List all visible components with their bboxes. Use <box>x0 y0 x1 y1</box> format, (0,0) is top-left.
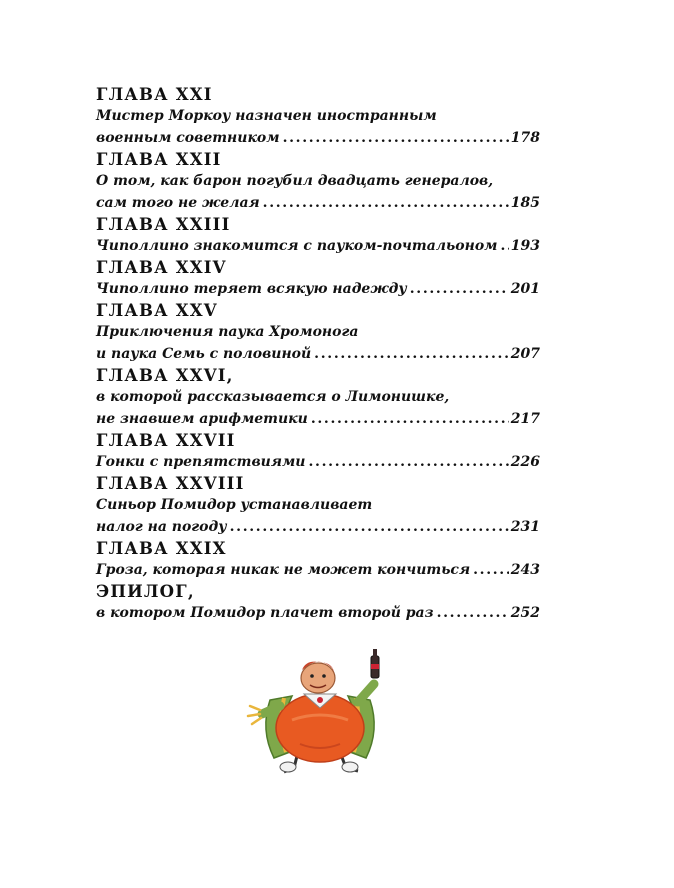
chapter-leader-line <box>96 451 540 473</box>
chapter-heading: ГЛАВА XXV <box>96 301 218 320</box>
dot-leader <box>500 235 508 257</box>
toc-entry[interactable] <box>96 149 540 214</box>
chapter-heading: ГЛАВА XXVII <box>96 431 236 450</box>
chapter-leader-line <box>96 602 540 624</box>
dot-leader <box>309 451 509 473</box>
page-number: 201 <box>510 281 540 297</box>
chapter-heading: ГЛАВА XXIII <box>96 215 231 234</box>
toc-entry[interactable] <box>96 430 540 473</box>
chapter-description: не знавшем арифметики <box>96 411 308 427</box>
toc-entry[interactable] <box>96 257 540 300</box>
chapter-description: в котором Помидор плачет второй раз <box>96 605 434 621</box>
page-number: 207 <box>510 346 540 362</box>
toc-entry[interactable] <box>96 300 540 365</box>
chapter-leader-line <box>96 516 540 538</box>
chapter-description: Гроза, которая никак не может кончиться <box>96 562 471 578</box>
toc-entry[interactable] <box>96 473 540 538</box>
chapter-description: военным советником <box>96 130 280 146</box>
dot-leader <box>437 602 509 624</box>
signor-tomato-illustration <box>240 640 400 780</box>
toc-entry[interactable] <box>96 365 540 430</box>
chapter-leader-line <box>96 343 540 365</box>
toc-entry[interactable] <box>96 538 540 581</box>
dot-leader <box>410 278 509 300</box>
chapter-heading: ГЛАВА XXI <box>96 85 213 104</box>
chapter-description: налог на погоду <box>96 519 227 535</box>
chapter-heading: ГЛАВА XXIX <box>96 539 227 558</box>
dot-leader <box>314 343 509 365</box>
chapter-leader-line <box>96 127 540 149</box>
page-number: 185 <box>510 195 540 211</box>
chapter-leader-line <box>96 559 540 581</box>
chapter-description: Мистер Моркоу назначен иностранным <box>96 108 437 124</box>
chapter-heading: ЭПИЛОГ, <box>96 582 195 601</box>
dot-leader <box>263 192 509 214</box>
toc-entry[interactable] <box>96 84 540 149</box>
page-number: 193 <box>510 238 540 254</box>
chapter-heading: ГЛАВА XXIV <box>96 258 227 277</box>
chapter-leader-line <box>96 192 540 214</box>
page-number: 217 <box>510 411 540 427</box>
table-of-contents <box>96 84 540 624</box>
chapter-description: Синьор Помидор устанавливает <box>96 497 373 513</box>
page-number: 243 <box>510 562 540 578</box>
toc-entry[interactable] <box>96 581 540 624</box>
chapter-leader-line <box>96 278 540 300</box>
page-number: 231 <box>510 519 540 535</box>
page-number: 252 <box>510 605 540 621</box>
chapter-heading: ГЛАВА XXII <box>96 150 222 169</box>
chapter-description: сам того не желая <box>96 195 260 211</box>
dot-leader <box>473 559 509 581</box>
toc-entry[interactable] <box>96 214 540 257</box>
chapter-description: Чиполлино теряет всякую надежду <box>96 281 407 297</box>
dot-leader <box>283 127 509 149</box>
chapter-description: О том, как барон погубил двадцать генералов, <box>96 173 494 189</box>
dot-leader <box>230 516 509 538</box>
dot-leader <box>311 408 509 430</box>
chapter-description: в которой рассказывается о Лимонишке, <box>96 389 450 405</box>
chapter-description: Чиполлино знакомится с пауком-почтальоном <box>96 238 498 254</box>
chapter-description: и паука Семь с половиной <box>96 346 312 362</box>
chapter-heading: ГЛАВА XXVIII <box>96 474 245 493</box>
page-number: 178 <box>510 130 540 146</box>
chapter-description: Приключения паука Хромонога <box>96 324 359 340</box>
chapter-leader-line <box>96 235 540 257</box>
page-number: 226 <box>510 454 540 470</box>
chapter-heading: ГЛАВА XXVI, <box>96 366 234 385</box>
chapter-description: Гонки с препятствиями <box>96 454 306 470</box>
chapter-leader-line <box>96 408 540 430</box>
